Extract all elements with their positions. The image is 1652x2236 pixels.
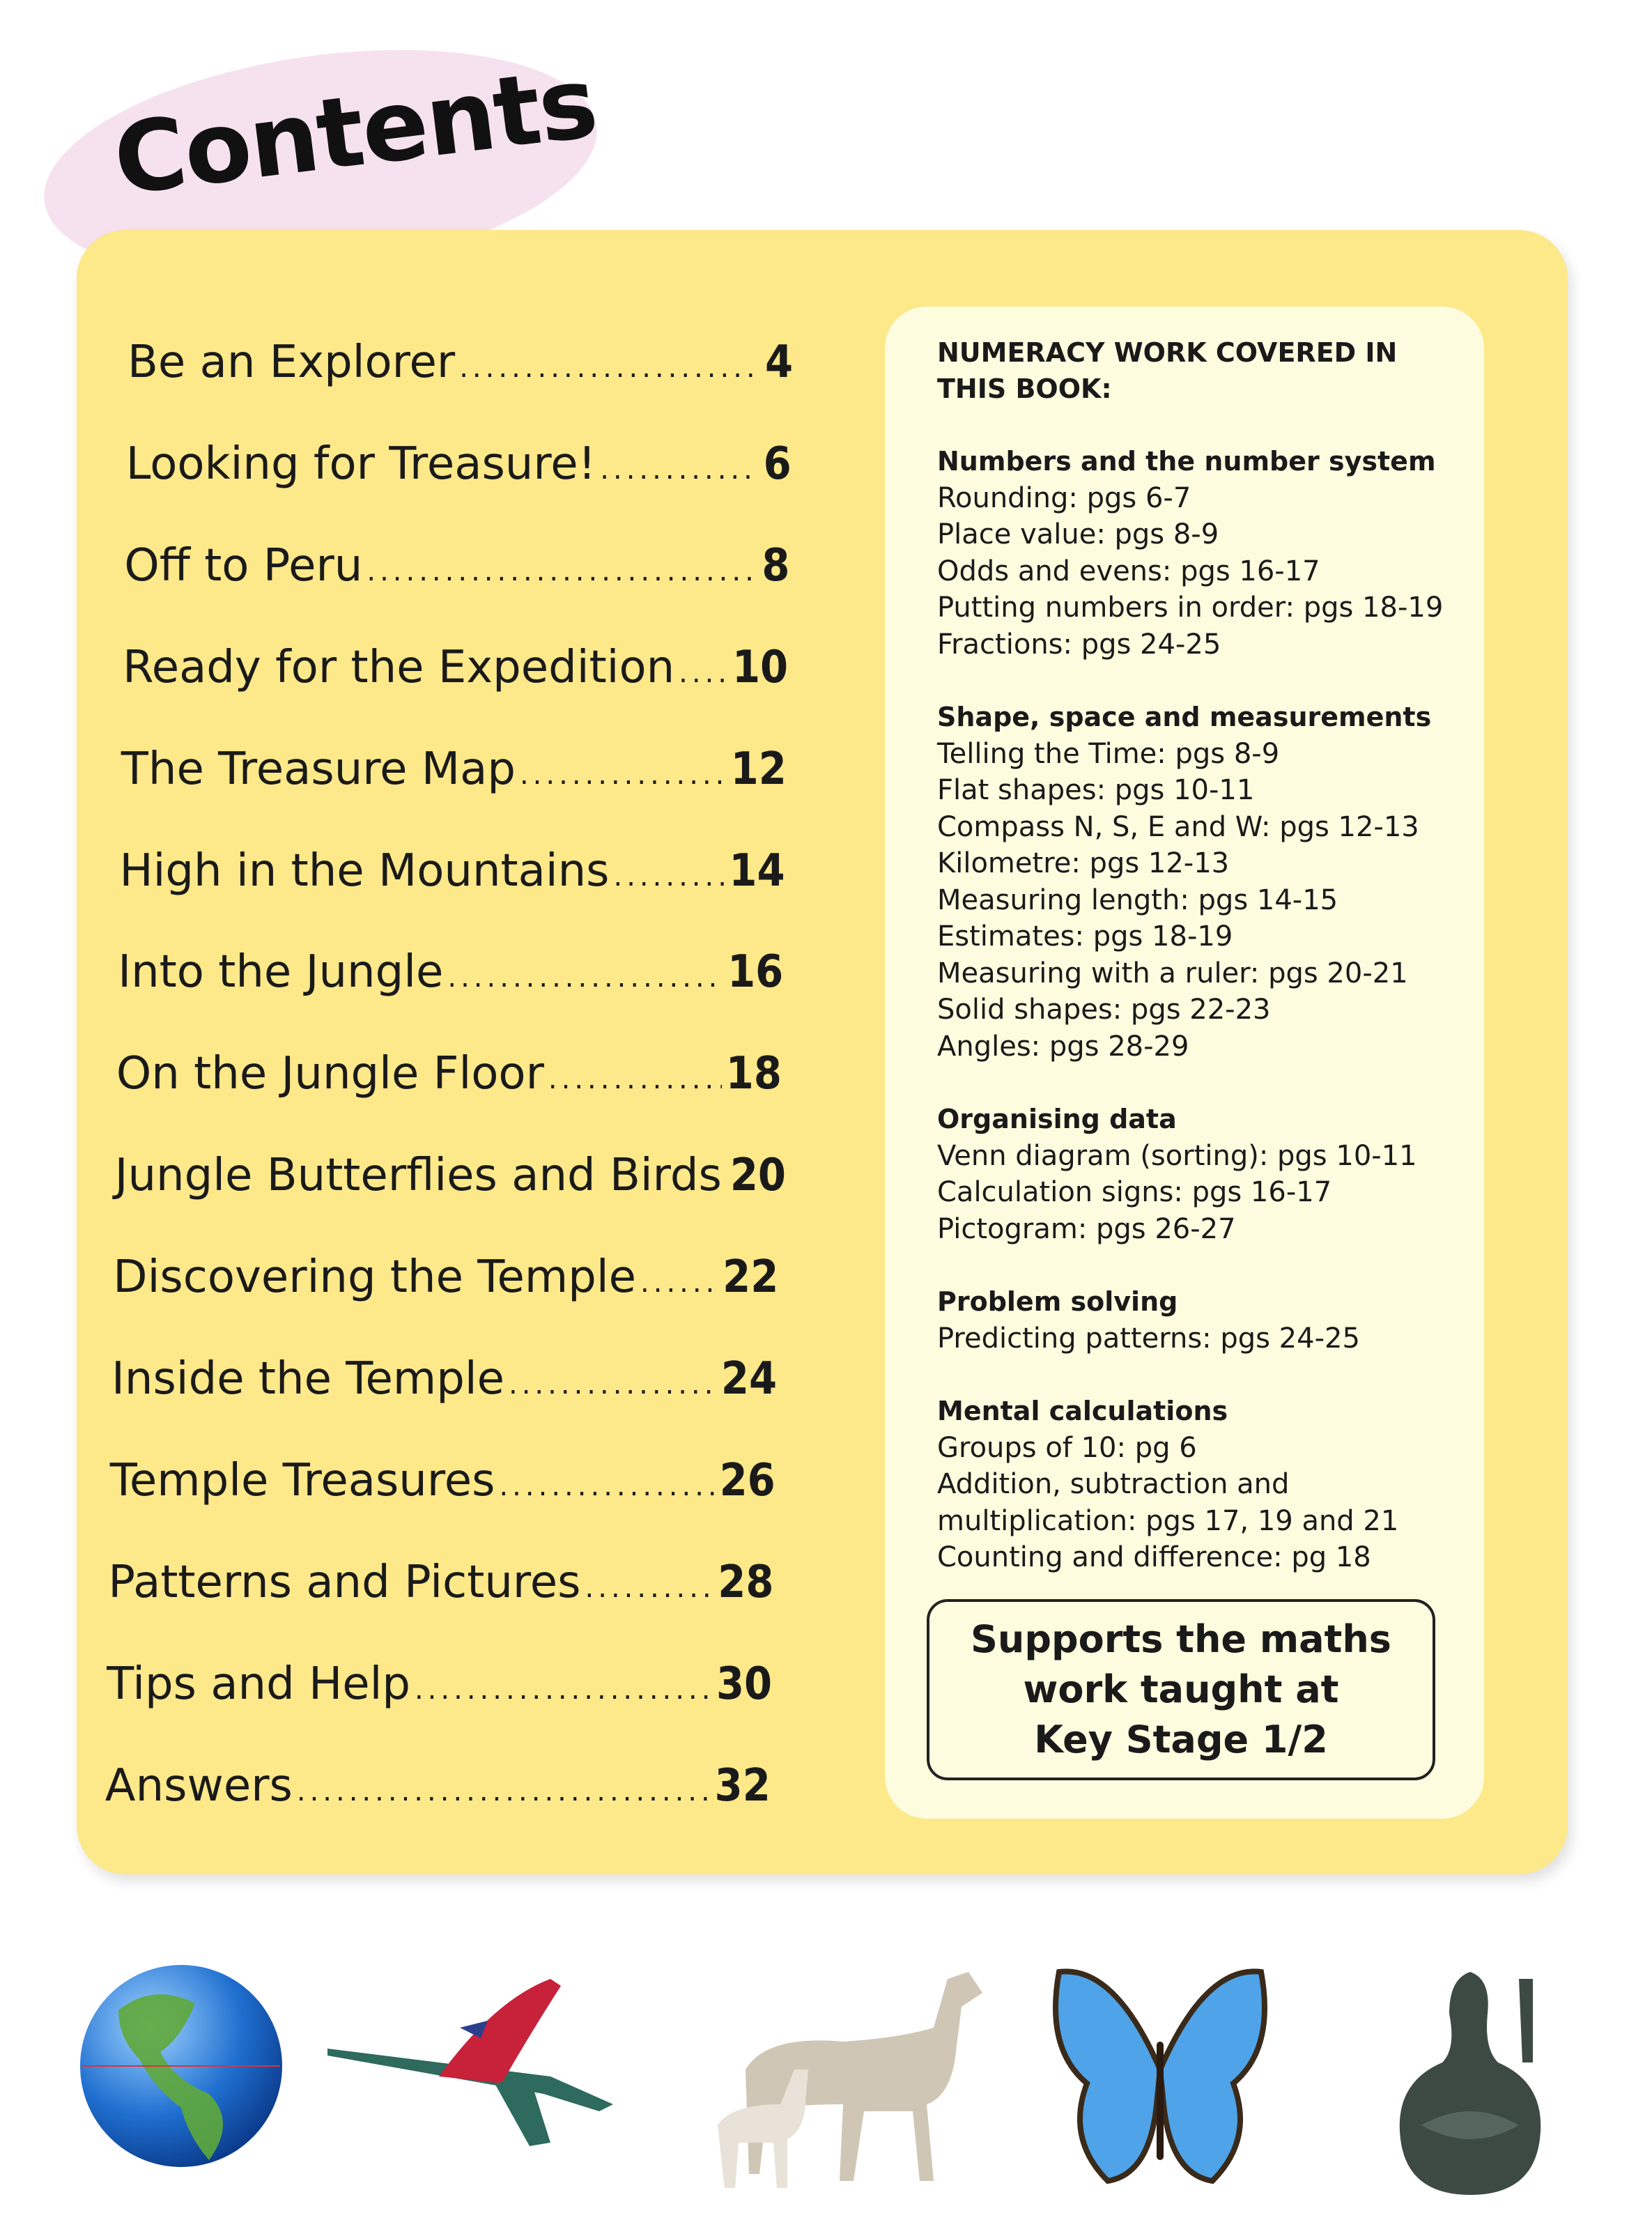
toc-entry-label: Into the Jungle (118, 946, 444, 999)
toc-entry-label: On the Jungle Floor (116, 1048, 544, 1100)
page-title: Contents (108, 45, 603, 218)
butterfly-image (1045, 1965, 1275, 2195)
toc-entry[interactable] (111, 1351, 777, 1412)
toc-entry-page: 32 (714, 1759, 771, 1812)
section-item: Measuring length: pgs 14-15 (937, 884, 1338, 916)
toc-entry-label: Answers (105, 1759, 293, 1812)
section-item: Place value: pgs 8-9 (937, 518, 1219, 550)
numeracy-section (937, 1393, 1467, 1576)
toc-entry-label: Ready for the Expedition (123, 641, 675, 693)
section-title: Mental calculations (937, 1396, 1228, 1426)
toc-leader-dots (509, 1357, 717, 1412)
toc-entry[interactable] (124, 538, 789, 599)
support-line: Key Stage 1/2 (1034, 1718, 1328, 1761)
section-item: Venn diagram (sorting): pgs 10-11 (937, 1139, 1417, 1172)
globe-image (77, 1961, 286, 2171)
toc-entry-label: Looking for Treasure! (125, 438, 596, 490)
numeracy-section (937, 1283, 1467, 1357)
toc-entry-label: The Treasure Map (121, 743, 516, 795)
toc-entry[interactable] (118, 944, 783, 1005)
toc-entry[interactable] (116, 1046, 782, 1107)
section-item: Groups of 10: pg 6 (937, 1431, 1197, 1464)
toc-entry[interactable] (110, 1453, 775, 1514)
section-item: Counting and difference: pg 18 (937, 1541, 1371, 1573)
toc-leader-dots (640, 1255, 718, 1311)
numeracy-box (885, 307, 1484, 1819)
toc-entry-page: 14 (729, 845, 785, 897)
toc-entry[interactable] (126, 436, 792, 498)
toc-entry[interactable] (114, 1148, 786, 1209)
toc-entry-page: 4 (764, 337, 793, 388)
toc-entry-label: Off to Peru (124, 539, 363, 592)
section-item: Pictogram: pgs 26-27 (937, 1212, 1236, 1245)
section-item: Angles: pgs 28-29 (937, 1030, 1189, 1063)
section-item: Telling the Time: pgs 8-9 (937, 737, 1280, 770)
numeracy-heading-2: THIS BOOK: (937, 373, 1112, 404)
toc-entry-label: Be an Explorer (128, 337, 456, 388)
toc-entry-page: 20 (729, 1150, 786, 1202)
toc-entry-label: High in the Mountains (119, 845, 610, 897)
numeracy-section (937, 443, 1467, 663)
pottery-vessel-image (1380, 1958, 1561, 2202)
toc-entry-label: Temple Treasures (109, 1454, 495, 1506)
airplane-image (321, 1972, 641, 2153)
toc-entry[interactable] (120, 843, 785, 904)
toc-leader-dots (415, 1662, 712, 1718)
section-item: Putting numbers in order: pgs 18-19 (937, 592, 1444, 624)
section-item: Solid shapes: pgs 22-23 (937, 994, 1271, 1026)
section-item: Odds and evens: pgs 16-17 (937, 555, 1320, 587)
section-item: Measuring with a ruler: pgs 20-21 (937, 957, 1408, 989)
toc-leader-dots (600, 442, 759, 498)
toc-entry-page: 18 (725, 1048, 782, 1100)
toc-entry-page: 30 (716, 1658, 773, 1710)
toc-entry-page: 22 (723, 1251, 779, 1304)
support-line: Supports the maths (971, 1617, 1391, 1661)
llama-image (704, 1965, 1003, 2195)
toc-leader-dots (585, 1560, 714, 1616)
toc-leader-dots (499, 1458, 715, 1514)
toc-entry-page: 6 (763, 438, 792, 490)
toc-entry-page: 24 (720, 1353, 777, 1405)
toc-entry-label: Discovering the Temple (113, 1251, 637, 1304)
section-item: Kilometre: pgs 12-13 (937, 847, 1230, 879)
toc-leader-dots (297, 1764, 711, 1819)
toc-entry-page: 16 (727, 946, 784, 999)
toc-entry-page: 12 (730, 743, 787, 795)
section-title: Organising data (937, 1104, 1177, 1134)
numeracy-heading: NUMERACY WORK COVERED IN (937, 337, 1398, 368)
toc-entry-label: Inside the Temple (111, 1353, 504, 1405)
section-item: Estimates: pgs 18-19 (937, 920, 1233, 953)
toc-entry-label: Tips and Help (107, 1658, 410, 1710)
toc-entry-page: 28 (718, 1556, 774, 1608)
toc-entry[interactable] (108, 1555, 773, 1616)
section-title: Shape, space and measurements (937, 702, 1432, 732)
toc-entry-label: Patterns and Pictures (108, 1556, 581, 1608)
toc-entry[interactable] (123, 640, 788, 701)
toc-entry[interactable] (121, 741, 787, 803)
section-item: Rounding: pgs 6-7 (937, 481, 1191, 514)
section-item: multiplication: pgs 17, 19 and 21 (937, 1504, 1399, 1537)
section-title: Problem solving (937, 1286, 1178, 1317)
section-item: Addition, subtraction and (937, 1468, 1290, 1500)
section-item: Fractions: pgs 24-25 (937, 628, 1221, 661)
toc-entry[interactable] (107, 1656, 772, 1718)
toc-entry-page: 8 (762, 539, 790, 592)
numeracy-section (937, 699, 1467, 1065)
section-item: Predicting patterns: pgs 24-25 (937, 1322, 1360, 1355)
toc-leader-dots (614, 849, 725, 904)
section-item: Calculation signs: pgs 16-17 (937, 1176, 1332, 1208)
toc-leader-dots (366, 543, 757, 599)
section-item: Flat shapes: pgs 10-11 (937, 774, 1255, 806)
toc-entry-page: 10 (732, 641, 789, 693)
toc-entry-label: Jungle Butterflies and Birds (114, 1150, 722, 1202)
section-item: Compass N, S, E and W: pgs 12-13 (937, 810, 1419, 843)
support-line: work taught at (1023, 1667, 1339, 1711)
toc-entry[interactable] (113, 1249, 778, 1311)
toc-entry-page: 26 (719, 1454, 775, 1506)
toc-leader-dots (520, 747, 727, 803)
toc-leader-dots (459, 340, 761, 396)
toc-entry[interactable] (105, 1758, 771, 1819)
key-stage-badge (927, 1599, 1435, 1780)
toc-leader-dots (447, 950, 723, 1005)
section-title: Numbers and the number system (937, 446, 1436, 477)
toc-leader-dots (548, 1051, 722, 1107)
toc-entry[interactable] (128, 334, 793, 396)
numeracy-section (937, 1101, 1467, 1247)
toc-leader-dots (679, 645, 728, 701)
